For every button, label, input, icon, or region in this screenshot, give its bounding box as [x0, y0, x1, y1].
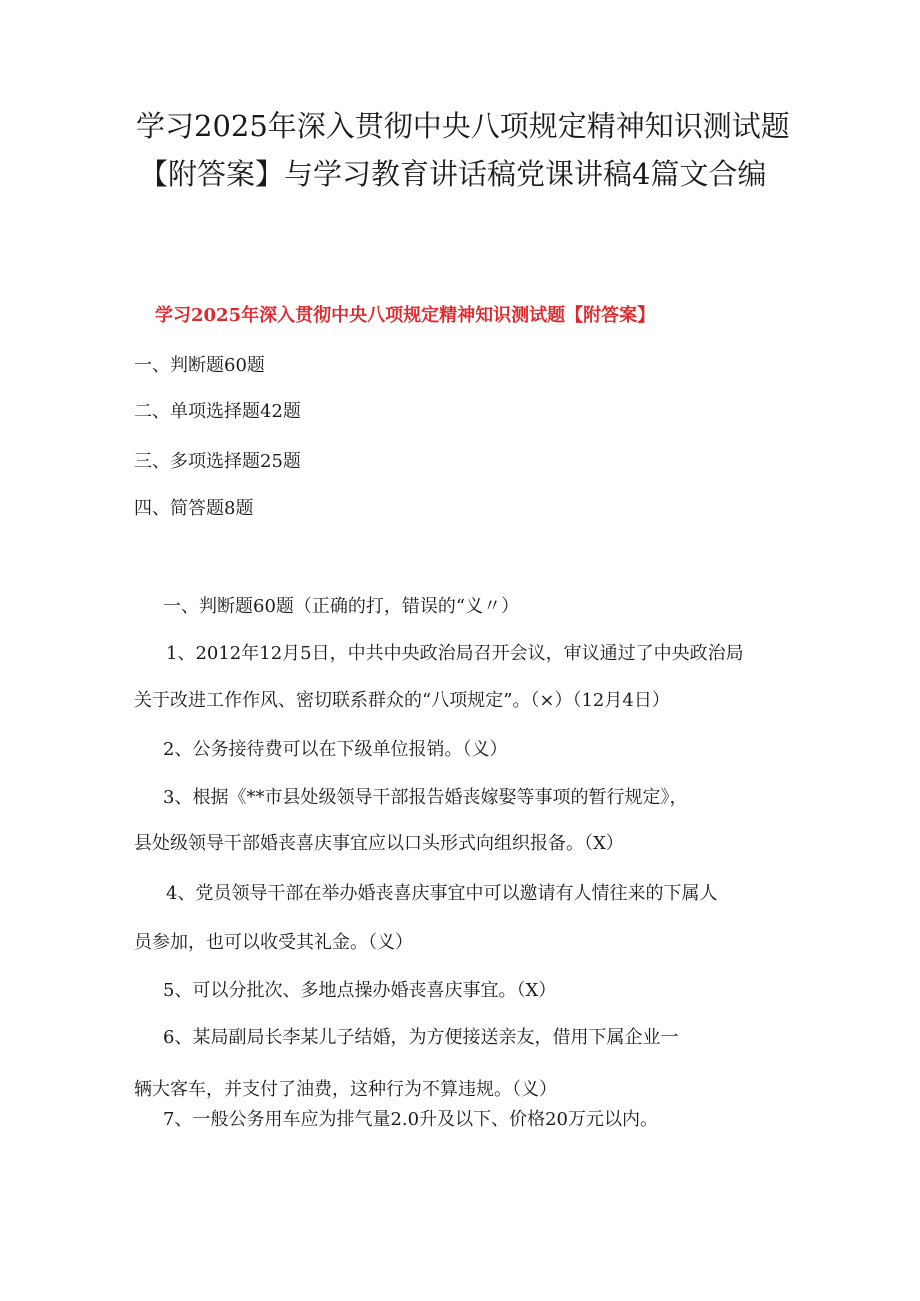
body-line: 3、根据《**市县处级领导干部报告婚丧嫁娶等事项的暂行规定》，: [163, 787, 688, 808]
body-line: 1、2012年12月5日，中共中央政治局召开会议，审议通过了中央政治局: [166, 643, 744, 664]
body-line: 辆大客车，并支付了油费，这种行为不算违规。（义）: [134, 1079, 557, 1100]
outline-item: 二、单项选择题42题: [134, 401, 301, 422]
section-subtitle: 学习2025年深入贯彻中央八项规定精神知识测试题【附答案】: [155, 305, 656, 326]
body-line: 6、某局副局长李某儿子结婚，为方便接送亲友，借用下属企业一: [163, 1027, 679, 1048]
body-line: 4、党员领导干部在举办婚丧喜庆事宜中可以邀请有人情往来的下属人: [166, 883, 718, 904]
document-title-line-2: 【附答案】与学习教育讲话稿党课讲稿4篇文合编: [139, 157, 767, 191]
outline-item: 三、多项选择题25题: [134, 451, 301, 472]
body-line: 员参加，也可以收受其礼金。（义）: [134, 932, 413, 953]
body-line: 2、公务接待费可以在下级单位报销。（义）: [163, 739, 508, 760]
body-line: 县处级领导干部婚丧喜庆事宜应以口头形式向组织报备。（X）: [134, 833, 624, 854]
outline-item: 四、简答题8题: [134, 498, 254, 519]
body-line: 7、一般公务用车应为排气量2.0升及以下、价格20万元以内。: [163, 1109, 658, 1130]
section-heading: 一、判断题60题（正确的打，错误的“义〃）: [163, 596, 520, 617]
body-line: 5、可以分批次、多地点操办婚丧喜庆事宜。（X）: [163, 980, 557, 1001]
document-title-line-1: 学习2025年深入贯彻中央八项规定精神知识测试题: [136, 109, 790, 143]
outline-item: 一、判断题60题: [134, 355, 265, 376]
body-line: 关于改进工作作风、密切联系群众的“八项规定”。（×）（12月4日）: [134, 690, 670, 711]
